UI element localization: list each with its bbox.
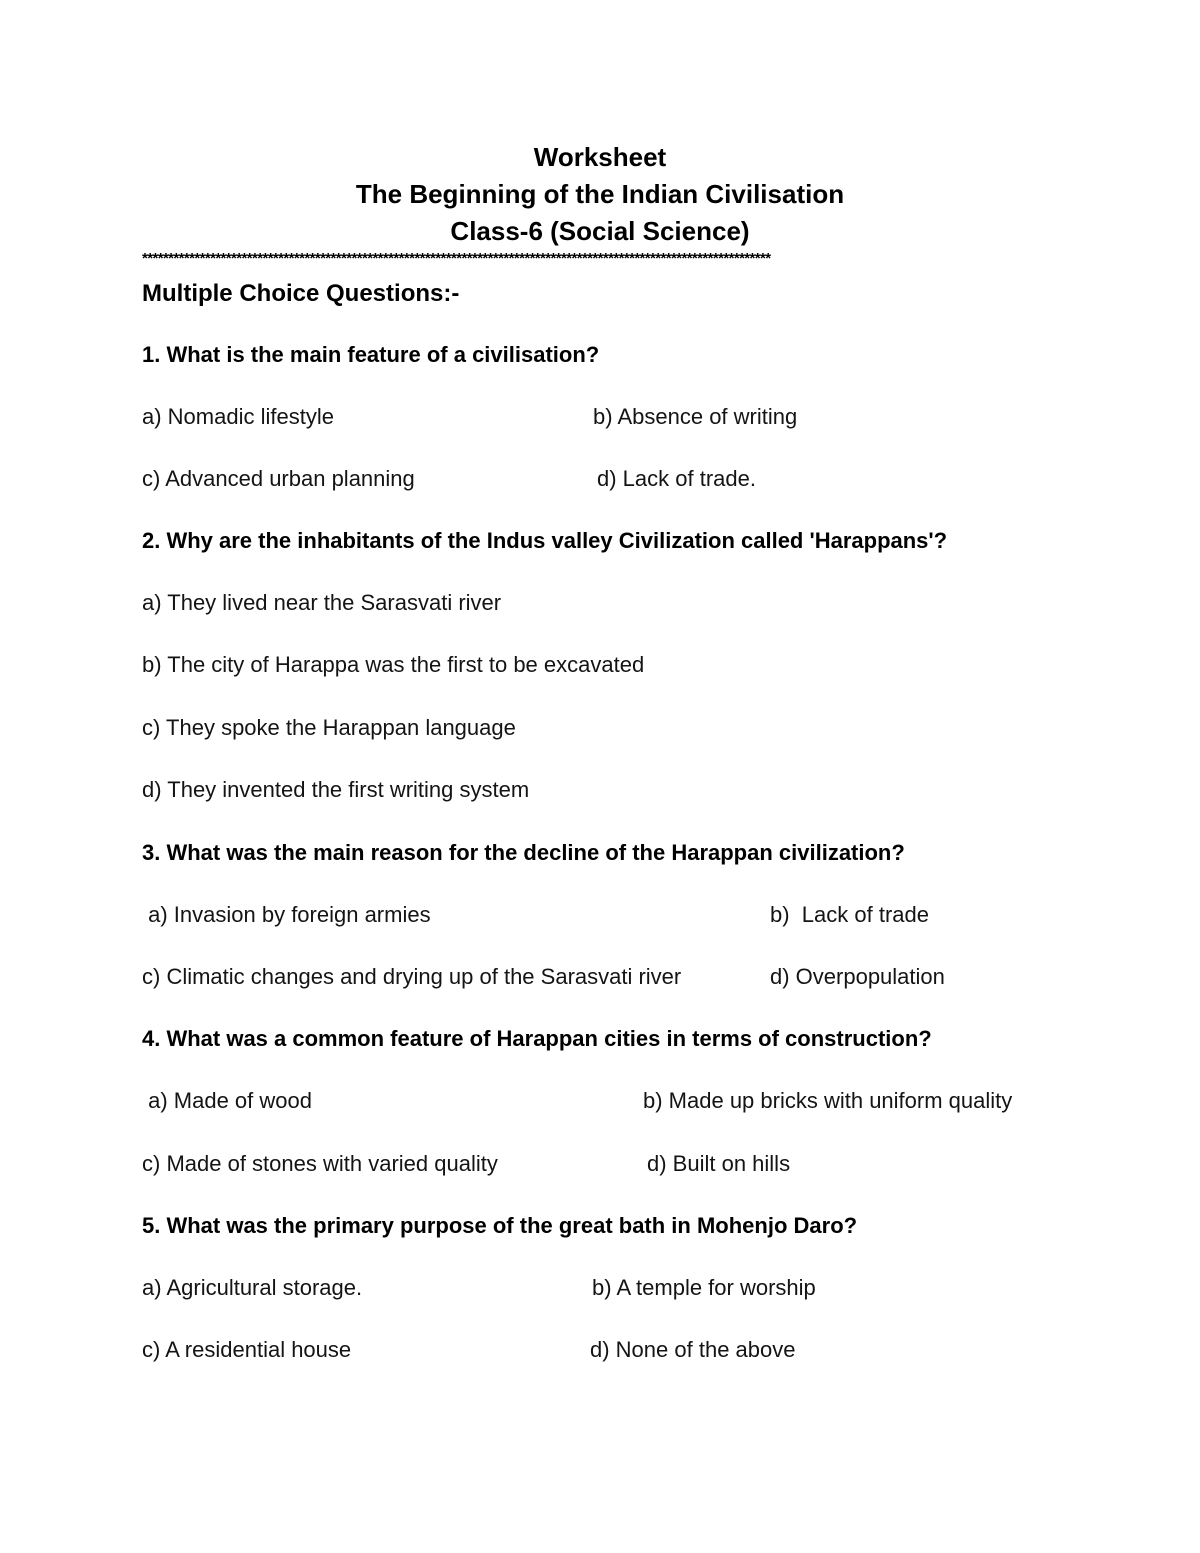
- question-2: 2. Why are the inhabitants of the Indus valley Civilization called 'Harappans'?: [142, 528, 948, 553]
- question-5: 5. What was the primary purpose of the great bath in Mohenjo Daro?: [142, 1213, 858, 1238]
- q3-option-d: d) Overpopulation: [770, 964, 945, 989]
- q4-option-d: d) Built on hills: [647, 1151, 791, 1176]
- q4-option-c: c) Made of stones with varied quality: [142, 1151, 498, 1176]
- q2-option-d: d) They invented the first writing system: [142, 777, 530, 802]
- asterisk-separator: ************************************************************************************************************************: [142, 251, 771, 267]
- q2-option-b: b) The city of Harappa was the first to be excavated: [142, 652, 645, 677]
- q3-option-b: b) Lack of trade: [770, 902, 929, 927]
- worksheet-title: Worksheet: [533, 142, 667, 172]
- q5-option-d: d) None of the above: [590, 1337, 796, 1362]
- q1-option-d: d) Lack of trade.: [597, 466, 756, 491]
- q1-option-b: b) Absence of writing: [593, 404, 798, 429]
- question-1: 1. What is the main feature of a civilisation?: [142, 342, 600, 367]
- q5-option-a: a) Agricultural storage.: [142, 1275, 363, 1300]
- q4-option-a: a) Made of wood: [142, 1088, 312, 1113]
- q1-option-a: a) Nomadic lifestyle: [142, 404, 334, 429]
- section-heading: Multiple Choice Questions:-: [142, 280, 460, 307]
- q5-option-b: b) A temple for worship: [592, 1275, 816, 1300]
- q2-option-a: a) They lived near the Sarasvati river: [142, 590, 502, 615]
- q2-option-c: c) They spoke the Harappan language: [142, 715, 516, 740]
- worksheet-subtitle: The Beginning of the Indian Civilisation: [355, 179, 845, 209]
- q3-option-a: a) Invasion by foreign armies: [142, 902, 431, 927]
- question-4: 4. What was a common feature of Harappan cities in terms of construction?: [142, 1026, 932, 1051]
- q5-option-c: c) A residential house: [142, 1337, 352, 1362]
- q1-option-c: c) Advanced urban planning: [142, 466, 415, 491]
- q3-option-c: c) Climatic changes and drying up of the Sarasvati river: [142, 964, 682, 989]
- class-label: Class-6 (Social Science): [450, 216, 750, 246]
- q4-option-b: b) Made up bricks with uniform quality: [643, 1088, 1013, 1113]
- question-3: 3. What was the main reason for the decline of the Harappan civilization?: [142, 840, 905, 865]
